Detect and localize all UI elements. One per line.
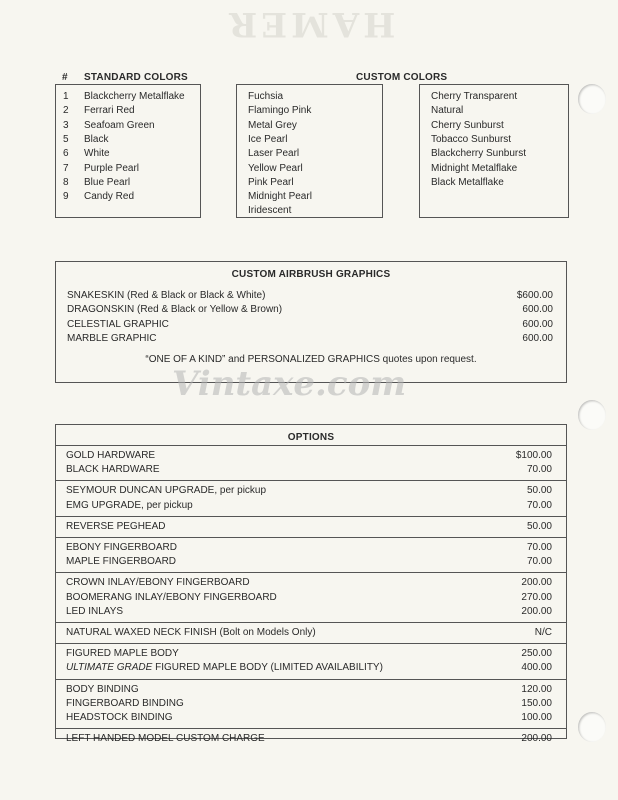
option-label: GOLD HARDWARE [66, 450, 156, 461]
standard-color-name: Seafoam Green [84, 119, 155, 131]
standard-color-name: Blackcherry Metalflake [84, 91, 185, 102]
option-price: 70.00 [526, 464, 552, 476]
options-divider [56, 643, 566, 644]
standard-color-number: 2 [63, 105, 69, 117]
standard-color-name: Purple Pearl [84, 162, 140, 174]
custom-colors-header: CUSTOM COLORS [356, 72, 448, 83]
airbrush-item-label: CELESTIAL GRAPHIC [67, 318, 169, 330]
option-label: BODY BINDING [66, 683, 139, 695]
custom-color-name: Midnight Metalflake [431, 162, 518, 174]
standard-color-name: Ferrari Red [84, 105, 135, 117]
binder-hole-middle [578, 400, 606, 430]
standard-colors-header: STANDARD COLORS [84, 72, 188, 83]
option-price: 270.00 [521, 591, 552, 603]
option-label: HEADSTOCK BINDING [66, 712, 173, 723]
airbrush-item-price: 600.00 [522, 318, 553, 330]
options-divider [56, 728, 566, 729]
option-label: LED INLAYS [66, 605, 124, 617]
watermark-text: Vintaxe.com [172, 364, 407, 404]
bleed-through-logo: HAMER [225, 4, 396, 44]
option-label: NATURAL WAXED NECK FINISH (Bolt on Models Only) [66, 627, 316, 638]
standard-color-number: 9 [63, 191, 69, 203]
airbrush-item-label: MARBLE GRAPHIC [67, 332, 157, 344]
airbrush-item-label: SNAKESKIN (Red & Black or Black & White) [67, 290, 266, 301]
custom-color-name: Blackcherry Sunburst [431, 148, 527, 160]
standard-color-name: White [84, 148, 110, 160]
option-label-emphasis: ULTIMATE GRADE [66, 662, 153, 674]
option-price: 400.00 [521, 662, 552, 674]
option-price: 70.00 [526, 499, 552, 511]
option-label: FINGERBOARD BINDING [66, 697, 184, 709]
option-label: SEYMOUR DUNCAN UPGRADE, per pickup [66, 485, 267, 497]
option-label: EBONY FINGERBOARD [66, 542, 177, 553]
standard-color-number: 7 [63, 162, 69, 174]
custom-color-name: Fuchsia [248, 91, 284, 102]
option-price: 200.00 [521, 733, 552, 745]
binder-hole-bottom [578, 712, 606, 742]
options-divider [56, 537, 566, 538]
custom-color-name: Metal Grey [248, 119, 297, 131]
option-price: 100.00 [521, 712, 552, 723]
options-divider [56, 572, 566, 573]
option-label: CROWN INLAY/EBONY FINGERBOARD [66, 577, 250, 589]
option-label [66, 662, 383, 673]
custom-color-name: Black Metalflake [431, 176, 504, 188]
options-divider [56, 445, 566, 446]
options-divider [56, 516, 566, 517]
option-price: 70.00 [526, 542, 552, 553]
custom-color-name: Midnight Pearl [248, 191, 312, 203]
custom-color-name: Cherry Sunburst [431, 119, 504, 131]
airbrush-note: “ONE OF A KIND” and PERSONALIZED GRAPHICS quotes upon request. [145, 354, 477, 365]
airbrush-item-label: DRAGONSKIN (Red & Black or Yellow & Brown) [67, 304, 283, 316]
airbrush-item-price: $600.00 [516, 290, 553, 301]
airbrush-title: CUSTOM AIRBRUSH GRAPHICS [231, 269, 391, 280]
custom-color-name: Laser Pearl [248, 148, 300, 160]
option-label-rest: FIGURED MAPLE BODY (LIMITED AVAILABILITY) [152, 662, 383, 674]
custom-color-name: Ice Pearl [248, 133, 288, 145]
options-divider [56, 622, 566, 623]
standard-color-name: Blue Pearl [84, 176, 131, 188]
standard-color-number: 6 [63, 148, 69, 160]
option-label: MAPLE FINGERBOARD [66, 556, 177, 568]
standard-color-name: Candy Red [84, 191, 135, 203]
options-box [55, 424, 567, 745]
custom-color-name: Iridescent [248, 205, 292, 217]
standard-color-number: 5 [63, 133, 69, 145]
option-price: 200.00 [521, 577, 552, 589]
option-label: LEFT HANDED MODEL CUSTOM CHARGE [66, 733, 265, 745]
standard-color-number: 1 [63, 91, 69, 102]
custom-color-name: Yellow Pearl [248, 162, 303, 174]
custom-color-name: Cherry Transparent [431, 91, 518, 102]
option-price: 50.00 [526, 485, 552, 497]
standard-color-name: Black [84, 133, 109, 145]
airbrush-item-price: 600.00 [522, 304, 553, 316]
options-title: OPTIONS [287, 432, 335, 443]
option-label: REVERSE PEGHEAD [66, 520, 166, 532]
custom-color-name: Flamingo Pink [248, 105, 312, 117]
option-price: $100.00 [515, 450, 552, 461]
options-divider [56, 480, 566, 481]
option-label: EMG UPGRADE, per pickup [66, 499, 193, 511]
option-price: 200.00 [521, 605, 552, 617]
binder-hole-top [578, 84, 606, 114]
airbrush-item-price: 600.00 [522, 332, 553, 344]
standard-color-number: 3 [63, 119, 69, 131]
custom-colors-box-1 [236, 84, 383, 218]
option-price: 150.00 [521, 697, 552, 709]
custom-color-name: Pink Pearl [248, 176, 294, 188]
custom-color-name: Natural [431, 105, 464, 117]
number-column-header: # [62, 72, 68, 83]
option-price: N/C [534, 627, 552, 638]
option-label: FIGURED MAPLE BODY [66, 648, 179, 660]
option-price: 120.00 [521, 683, 552, 695]
vintaxe-watermark [172, 364, 406, 404]
standard-color-number: 8 [63, 176, 69, 188]
option-label: BLACK HARDWARE [66, 464, 160, 476]
standard-colors-box [55, 84, 201, 218]
custom-colors-box-2 [419, 84, 569, 218]
option-price: 70.00 [526, 556, 552, 568]
options-divider [56, 679, 566, 680]
option-price: 50.00 [526, 520, 552, 532]
custom-color-name: Tobacco Sunburst [431, 133, 512, 145]
option-label: BOOMERANG INLAY/EBONY FINGERBOARD [66, 591, 277, 603]
option-price: 250.00 [521, 648, 552, 660]
